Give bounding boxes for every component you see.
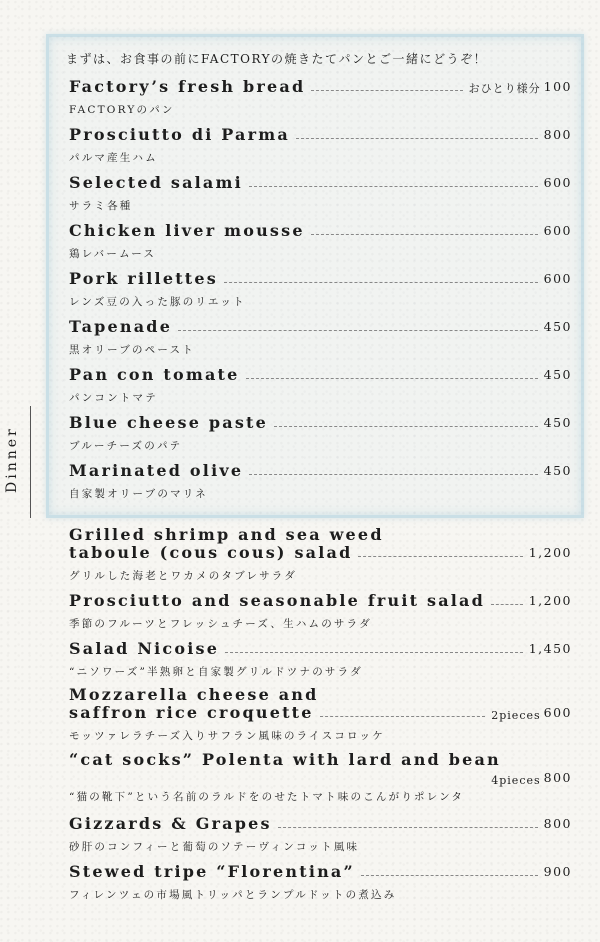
item-jp: レンズ豆の入った豚のリエット — [69, 296, 246, 308]
item-price: 800 — [543, 816, 572, 831]
item-price: 1,200 — [528, 593, 572, 608]
menu-item — [69, 640, 572, 679]
leader-dots — [249, 474, 537, 475]
item-name: Factory’s fresh bread — [69, 77, 306, 96]
item-name-line1: Mozzarella cheese and — [69, 685, 319, 704]
item-jp: パルマ産生ハム — [69, 152, 158, 164]
menu-item — [69, 270, 572, 309]
item-jp: フィレンツェの市場風トリッパとランプルドットの煮込み — [69, 889, 397, 901]
item-price: 1,200 — [528, 545, 572, 560]
item-name: Stewed tripe “Florentina” — [69, 862, 355, 881]
item-price: 450 — [543, 319, 572, 334]
item-name: Pan con tomate — [69, 365, 240, 384]
item-jp: FACTORYのパン — [69, 104, 175, 116]
item-name: Gizzards & Grapes — [69, 814, 272, 833]
leader-dots — [491, 604, 523, 605]
intro-text: まずは、お食事の前にFACTORYの焼きたてパンとご一緒にどうぞ！ — [66, 52, 488, 66]
leader-dots — [274, 426, 538, 427]
menu-item — [69, 414, 572, 453]
item-jp: 砂肝のコンフィーと葡萄のソテーヴィンコット風味 — [69, 841, 360, 853]
item-jp: 季節のフルーツとフレッシュチーズ、生ハムのサラダ — [69, 618, 372, 630]
item-name-line1: “cat socks” Polenta with lard and bean — [69, 750, 501, 769]
item-jp: “ニソワーズ”半熟卵と自家製グリルドツナのサラダ — [69, 666, 363, 678]
leader-dots — [278, 827, 538, 828]
item-jp: サラミ各種 — [69, 200, 133, 212]
item-price: 800 — [543, 770, 572, 785]
section-divider — [30, 406, 31, 518]
item-name: Tapenade — [69, 317, 173, 336]
item-price: 450 — [543, 463, 572, 478]
menu-item — [69, 222, 572, 261]
item-price: 600 — [543, 271, 572, 286]
item-jp: 鶏レバームース — [69, 248, 157, 260]
menu-item — [69, 366, 572, 405]
menu-item — [69, 751, 572, 804]
section-side-label — [4, 402, 30, 518]
item-note: おひとり様分 — [468, 82, 541, 95]
leader-dots — [361, 875, 538, 876]
leader-dots — [320, 716, 486, 717]
item-note: 4pieces — [491, 774, 541, 787]
item-name: Marinated olive — [69, 461, 244, 480]
menu-item — [69, 815, 572, 854]
item-name: Salad Nicoise — [69, 639, 220, 658]
menu-item — [69, 318, 572, 357]
leader-dots — [296, 138, 538, 139]
item-price: 1,450 — [528, 641, 572, 656]
item-price: 800 — [543, 127, 572, 142]
item-price: 450 — [543, 415, 572, 430]
item-price: 600 — [543, 175, 572, 190]
item-name: Selected salami — [69, 173, 243, 192]
section-label: Dinner — [4, 426, 20, 494]
menu-item — [69, 592, 572, 631]
item-price: 100 — [543, 79, 572, 94]
item-jp: 自家製オリーブのマリネ — [69, 488, 208, 500]
menu-item — [69, 863, 572, 902]
leader-dots — [178, 330, 538, 331]
item-jp: “猫の靴下”という名前のラルドをのせたトマト味のこんがりポレンタ — [69, 791, 465, 803]
menu-item — [69, 174, 572, 213]
item-name: Blue cheese paste — [69, 413, 269, 432]
leader-dots — [224, 282, 538, 283]
item-name: Prosciutto di Parma — [69, 125, 290, 144]
leader-dots — [249, 186, 538, 187]
leader-dots — [358, 556, 522, 557]
item-name: taboule (cous cous) salad — [69, 543, 353, 562]
item-price: 600 — [543, 705, 572, 720]
item-jp: 黒オリーブのペースト — [69, 344, 195, 356]
menu-item — [69, 462, 572, 501]
item-name: Prosciutto and seasonable fruit salad — [69, 591, 486, 610]
item-note: 2pieces — [491, 709, 541, 722]
menu-item — [69, 78, 572, 117]
leader-dots — [246, 378, 538, 379]
menu-item — [69, 686, 572, 743]
item-name: Chicken liver mousse — [69, 221, 305, 240]
item-jp: グリルした海老とワカメのタブレサラダ — [69, 570, 298, 582]
item-name: saffron rice croquette — [69, 703, 314, 722]
leader-dots — [225, 652, 523, 653]
item-price: 600 — [543, 223, 572, 238]
leader-dots — [311, 234, 538, 235]
item-price: 450 — [543, 367, 572, 382]
item-jp: モッツァレラチーズ入りサフラン風味のライスコロッケ — [69, 730, 385, 742]
item-price: 900 — [543, 864, 572, 879]
item-name-line1: Grilled shrimp and sea weed — [69, 525, 384, 544]
item-jp: ブルーチーズのパテ — [69, 440, 183, 452]
menu-item — [69, 126, 572, 165]
leader-dots — [311, 90, 462, 91]
item-jp: パンコントマテ — [69, 392, 158, 404]
menu-item — [69, 526, 572, 583]
item-name: Pork rillettes — [69, 269, 218, 288]
